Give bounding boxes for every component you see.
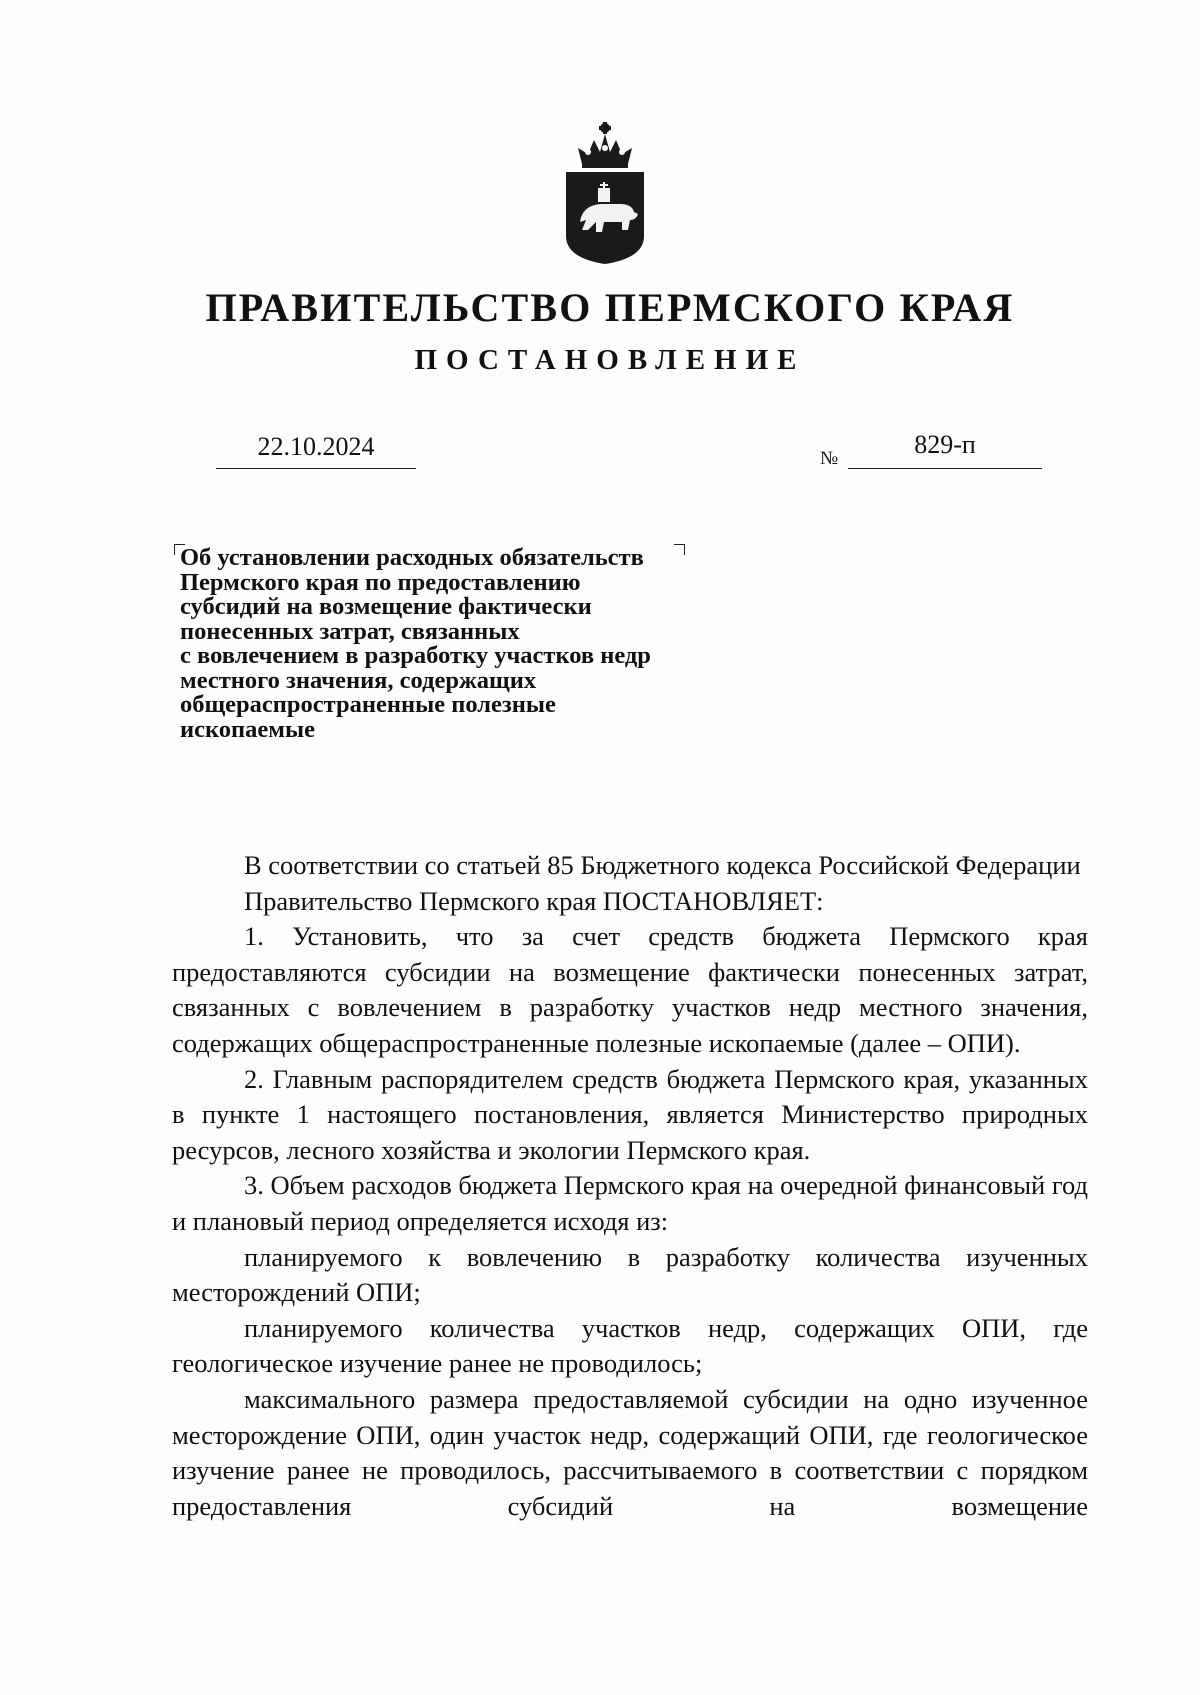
body-paragraph: 2. Главным распорядителем средств бюджета Пермского края, указанных в пункте 1 настоящего постановления, является Министерство природных ресурсов, лесного хозяйства и экологии Пермского края. <box>172 1063 1088 1165</box>
body-paragraph: планируемого количества участков недр, содержащих ОПИ, где геологическое изучение ранее не проводилось; <box>172 1312 1088 1379</box>
coat-of-arms-icon <box>560 118 650 268</box>
document-number: 829-п <box>848 428 1042 469</box>
body-paragraph: 3. Объем расходов бюджета Пермского края на очередной финансовый год и плановый период определяется исходя из: <box>172 1170 1089 1236</box>
body-paragraph: 1. Установить, что за счет средств бюджета Пермского края предоставляются субсидии на возмещение фактически понесенных затрат, связанных с вовлечением в разработку участков недр местного значения, содержащих общераспространенные полезные ископаемые (далее – ОПИ). <box>172 921 1088 1058</box>
body-paragraph: планируемого к вовлечению в разработку количества изученных месторождений ОПИ; <box>172 1241 1088 1308</box>
body-paragraph: Правительство Пермского края ПОСТАНОВЛЯЕТ: <box>244 885 824 916</box>
document-subject: Об установлении расходных обязательств Пермского края по предоставлению субсидий на возмещение фактически понесенных затрат, связанных с вовлечением в разработку участков недр местного значения, содержащих общераспространенные полезные ископаемые <box>180 544 651 743</box>
document-body <box>172 848 1088 1524</box>
number-sign: № <box>820 448 839 469</box>
government-title: ПРАВИТЕЛЬСТВО ПЕРМСКОГО КРАЯ <box>205 285 1015 330</box>
document-date: 22.10.2024 <box>216 430 416 469</box>
body-paragraph: В соответствии со статьей 85 Бюджетного кодекса Российской Федерации <box>244 850 1081 880</box>
body-paragraph: максимального размера предоставляемой субсидии на одно изученное месторождение ОПИ, один участок недр, содержащий ОПИ, где геологическое изучение ранее не проводилось, рассчитываемого в соответствии с порядком предоставления субсидий на возмещение <box>172 1383 1088 1521</box>
document-type: ПОСТАНОВЛЕНИЕ <box>414 344 806 376</box>
